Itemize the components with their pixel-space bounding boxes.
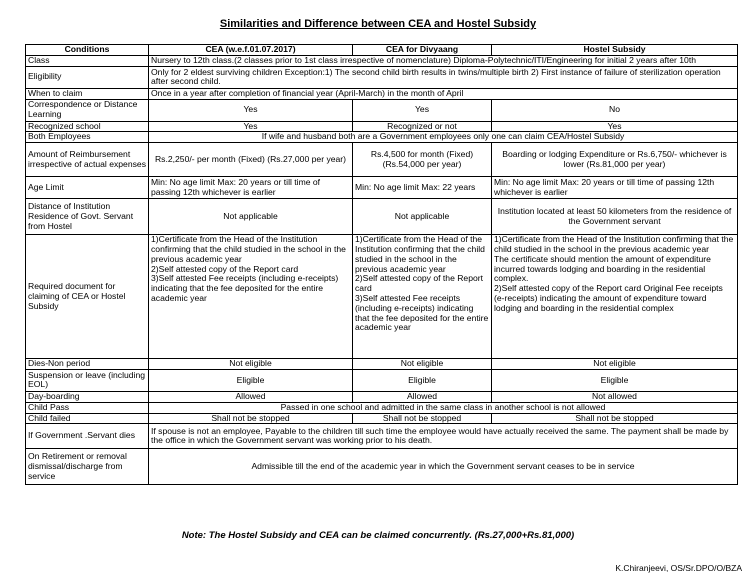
row-label: Correspondence or Distance Learning [26, 99, 149, 121]
table-row [26, 359, 738, 370]
cea-cell: Yes [149, 99, 353, 121]
cea-cell: Rs.2,250/- per month (Fixed) (Rs.27,000 per year) [149, 143, 353, 177]
table-row [26, 199, 738, 235]
header-row [26, 45, 738, 56]
hostel-cell: 1)Certificate from the Head of the Institution confirming that the child studied in the school in the previous academic year The certificate should mention the amount of expenditure incurred towards lodging and boarding in the residential complex. 2)Self attested copy of the Report card Original Fee receipts (e-receipts) indicating the amount of expenditure toward lodging and boarding in the residential complex [492, 235, 738, 359]
row-label: If Government .Servant dies [26, 424, 149, 449]
row-label: Recognized school [26, 121, 149, 132]
cea-cell: Min: No age limit Max: 20 years or till time of passing 12th whichever is earlier [149, 177, 353, 199]
row-label: Age Limit [26, 177, 149, 199]
row-label: Both Employees [26, 132, 149, 143]
divyaang-cell: Not applicable [353, 199, 492, 235]
signature: K.Chiranjeevi, OS/Sr.DPO/O/BZA [615, 563, 742, 573]
row-label: Suspension or leave (including EOL) [26, 369, 149, 391]
merged-cell: Only for 2 eldest surviving children Exception:1) The second child birth results in twins/multiple birth 2) First instance of failure of sterilization operation after second child. [149, 66, 738, 88]
header-cea: CEA (w.e.f.01.07.2017) [149, 45, 353, 56]
merged-cell: Admissible till the end of the academic year in which the Government servant ceases to be in service [149, 449, 738, 485]
cea-cell: Not eligible [149, 359, 353, 370]
table-row [26, 143, 738, 177]
merged-cell: Once in a year after completion of financial year (April-March) in the month of April [149, 88, 738, 99]
divyaang-cell: Min: No age limit Max: 22 years [353, 177, 492, 199]
header-divyaang: CEA for Divyaang [353, 45, 492, 56]
comparison-table [25, 44, 738, 485]
table-row [26, 424, 738, 449]
table-row [26, 132, 738, 143]
cea-cell: Not applicable [149, 199, 353, 235]
row-label: When to claim [26, 88, 149, 99]
cea-cell: Yes [149, 121, 353, 132]
hostel-cell: Min: No age limit Max: 20 years or till time of passing 12th whichever is earlier [492, 177, 738, 199]
table-row [26, 121, 738, 132]
hostel-cell: Not allowed [492, 391, 738, 402]
hostel-cell: Institution located at least 50 kilometers from the residence of the Government servant [492, 199, 738, 235]
table-row [26, 56, 738, 67]
hostel-cell: Boarding or lodging Expenditure or Rs.6,750/- whichever is lower (Rs.81,000 per year) [492, 143, 738, 177]
table-row [26, 413, 738, 424]
row-label: Amount of Reimbursement irrespective of actual expenses [26, 143, 149, 177]
row-label: Class [26, 56, 149, 67]
merged-cell: Passed in one school and admitted in the same class in another school is not allowed [149, 402, 738, 413]
divyaang-cell: 1)Certificate from the Head of the Institution confirming that the child studied in the school in the previous academic year 2)Self attested copy of the Report card 3)Self attested Fee receipts (including e-receipts) indicating that the fee deposited for the entire academic year [353, 235, 492, 359]
cea-cell: Eligible [149, 369, 353, 391]
divyaang-cell: Allowed [353, 391, 492, 402]
row-label: Child failed [26, 413, 149, 424]
divyaang-cell: Recognized or not [353, 121, 492, 132]
table-row [26, 369, 738, 391]
row-label: Distance of Institution Residence of Govt. Servant from Hostel [26, 199, 149, 235]
hostel-cell: No [492, 99, 738, 121]
table-row [26, 99, 738, 121]
header-hostel: Hostel Subsidy [492, 45, 738, 56]
merged-cell: If wife and husband both are a Government employees only one can claim CEA/Hostel Subsidy [149, 132, 738, 143]
header-conditions: Conditions [26, 45, 149, 56]
divyaang-cell: Eligible [353, 369, 492, 391]
cea-cell: 1)Certificate from the Head of the Institution confirming that the child studied in the school in the previous academic year 2)Self attested copy of the Report card 3)Self attested Fee receipts (including e-receipts) indicating that the fee deposited for the entire academic year [149, 235, 353, 359]
table-row [26, 449, 738, 485]
row-label: Day-boarding [26, 391, 149, 402]
table-row [26, 88, 738, 99]
row-label: On Retirement or removal dismissal/discharge from service [26, 449, 149, 485]
hostel-cell: Eligible [492, 369, 738, 391]
hostel-cell: Not eligible [492, 359, 738, 370]
row-label: Dies-Non period [26, 359, 149, 370]
table-row [26, 66, 738, 88]
merged-cell: If spouse is not an employee, Payable to the children till such time the employee would have actually received the same. The payment shall be made by the office in which the Government servant was working prior to his death. [149, 424, 738, 449]
cea-cell: Allowed [149, 391, 353, 402]
divyaang-cell: Not eligible [353, 359, 492, 370]
hostel-cell: Yes [492, 121, 738, 132]
row-label: Child Pass [26, 402, 149, 413]
row-label: Eligibility [26, 66, 149, 88]
table-row [26, 402, 738, 413]
table-row [26, 177, 738, 199]
hostel-cell: Shall not be stopped [492, 413, 738, 424]
note-text: Note: The Hostel Subsidy and CEA can be claimed concurrently. (Rs.27,000+Rs.81,000) [181, 530, 575, 541]
page-title: Similarities and Difference between CEA and Hostel Subsidy [219, 18, 537, 30]
merged-cell: Nursery to 12th class.(2 classes prior to 1st class irrespective of nomenclature) Diploma-Polytechnic/ITI/Engineering for initial 2 years after 10th [149, 56, 738, 67]
table-row [26, 391, 738, 402]
divyaang-cell: Shall not be stopped [353, 413, 492, 424]
cea-cell: Shall not be stopped [149, 413, 353, 424]
divyaang-cell: Rs.4,500 for month (Fixed) (Rs.54,000 per year) [353, 143, 492, 177]
table-row [26, 235, 738, 359]
row-label: Required document for claiming of CEA or Hostel Subsidy [26, 235, 149, 359]
divyaang-cell: Yes [353, 99, 492, 121]
